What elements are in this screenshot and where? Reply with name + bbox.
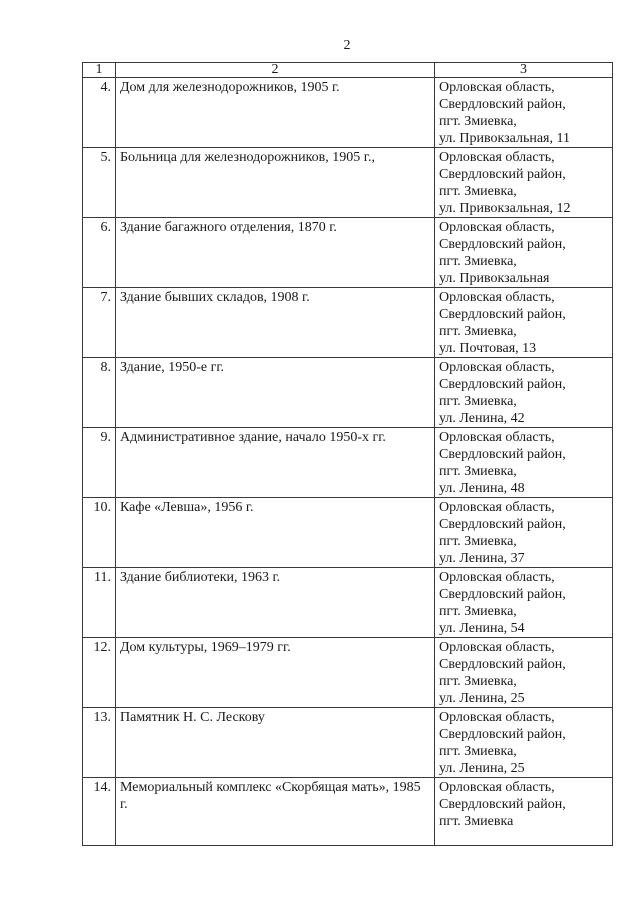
object-name-cell: Дом для железнодорожников, 1905 г. [116, 78, 435, 148]
address-cell [435, 78, 613, 148]
table-row [83, 358, 613, 428]
address-line: пгт. Змиевка, [439, 744, 517, 759]
address-line: Свердловский район, [439, 167, 566, 182]
table-header [83, 63, 613, 78]
page-number: 2 [343, 38, 351, 53]
address-line: ул. Ленина, 42 [439, 411, 525, 426]
object-name-cell: Здание библиотеки, 1963 г. [116, 568, 435, 638]
row-number-cell: 4. [83, 78, 116, 148]
row-number-cell: 10. [83, 498, 116, 568]
address-line: пгт. Змиевка, [439, 604, 517, 619]
heritage-objects-table [82, 62, 613, 846]
address-line: ул. Привокзальная, 11 [439, 131, 570, 146]
address-line: Свердловский район, [439, 657, 566, 672]
address-line: Орловская область, [439, 220, 555, 235]
address-cell [435, 148, 613, 218]
address-line: ул. Ленина, 54 [439, 621, 525, 636]
table-row [83, 428, 613, 498]
address-line: пгт. Змиевка, [439, 114, 517, 129]
address-line: Орловская область, [439, 80, 555, 95]
address-line: Орловская область, [439, 360, 555, 375]
address-line: пгт. Змиевка, [439, 534, 517, 549]
address-line: ул. Ленина, 25 [439, 761, 525, 776]
address-line: ул. Ленина, 25 [439, 691, 525, 706]
address-line: пгт. Змиевка, [439, 184, 517, 199]
address-line: Орловская область, [439, 570, 555, 585]
table-row [83, 218, 613, 288]
address-line: Орловская область, [439, 500, 555, 515]
address-cell [435, 288, 613, 358]
column-header-3: 3 [435, 63, 613, 78]
header-row [83, 63, 613, 78]
address-cell [435, 498, 613, 568]
address-line: Орловская область, [439, 710, 555, 725]
address-line: ул. Ленина, 48 [439, 481, 525, 496]
address-cell [435, 708, 613, 778]
object-name-cell: Административное здание, начало 1950-х гг. [116, 428, 435, 498]
address-line: Свердловский район, [439, 237, 566, 252]
object-name-cell: Памятник Н. С. Лескову [116, 708, 435, 778]
address-line: Свердловский район, [439, 97, 566, 112]
object-name-cell: Кафе «Левша», 1956 г. [116, 498, 435, 568]
address-line: Орловская область, [439, 640, 555, 655]
row-number-cell: 13. [83, 708, 116, 778]
row-number-cell: 7. [83, 288, 116, 358]
object-name-cell: Больница для железнодорожников, 1905 г., [116, 148, 435, 218]
table-row [83, 288, 613, 358]
table-row [83, 78, 613, 148]
address-line: Орловская область, [439, 430, 555, 445]
row-number-cell: 8. [83, 358, 116, 428]
object-name-cell: Дом культуры, 1969–1979 гг. [116, 638, 435, 708]
address-line: пгт. Змиевка, [439, 674, 517, 689]
address-line: Орловская область, [439, 780, 555, 795]
object-name-cell: Здание, 1950-е гг. [116, 358, 435, 428]
address-line: ул. Почтовая, 13 [439, 341, 537, 356]
address-line: Свердловский район, [439, 587, 566, 602]
address-line: Свердловский район, [439, 447, 566, 462]
address-line: Орловская область, [439, 150, 555, 165]
table-row [83, 708, 613, 778]
address-line: ул. Привокзальная, 12 [439, 201, 571, 216]
address-line: пгт. Змиевка, [439, 394, 517, 409]
address-line: ул. Ленина, 37 [439, 551, 525, 566]
table-row [83, 498, 613, 568]
address-line: Свердловский район, [439, 797, 566, 812]
address-line: Свердловский район, [439, 307, 566, 322]
row-number-cell: 12. [83, 638, 116, 708]
column-header-2: 2 [116, 63, 435, 78]
address-cell [435, 428, 613, 498]
object-name-cell: Мемориальный комплекс «Скорбящая мать», 1985 г. [116, 778, 435, 846]
address-line: пгт. Змиевка, [439, 254, 517, 269]
column-header-1: 1 [83, 63, 116, 78]
row-number-cell: 5. [83, 148, 116, 218]
address-line: пгт. Змиевка, [439, 324, 517, 339]
table-row [83, 778, 613, 846]
address-cell [435, 638, 613, 708]
address-cell [435, 778, 613, 846]
address-cell [435, 568, 613, 638]
address-cell [435, 218, 613, 288]
table-body [83, 78, 613, 846]
address-line: Свердловский район, [439, 517, 566, 532]
table-row [83, 638, 613, 708]
address-line: ул. Привокзальная [439, 271, 550, 286]
object-name-cell: Здание бывших складов, 1908 г. [116, 288, 435, 358]
table-row [83, 568, 613, 638]
address-line: пгт. Змиевка [439, 814, 514, 829]
address-line: Свердловский район, [439, 727, 566, 742]
row-number-cell: 14. [83, 778, 116, 846]
address-line: Свердловский район, [439, 377, 566, 392]
address-cell [435, 358, 613, 428]
row-number-cell: 6. [83, 218, 116, 288]
table-row [83, 148, 613, 218]
address-line: Орловская область, [439, 290, 555, 305]
row-number-cell: 9. [83, 428, 116, 498]
address-line: пгт. Змиевка, [439, 464, 517, 479]
object-name-cell: Здание багажного отделения, 1870 г. [116, 218, 435, 288]
row-number-cell: 11. [83, 568, 116, 638]
